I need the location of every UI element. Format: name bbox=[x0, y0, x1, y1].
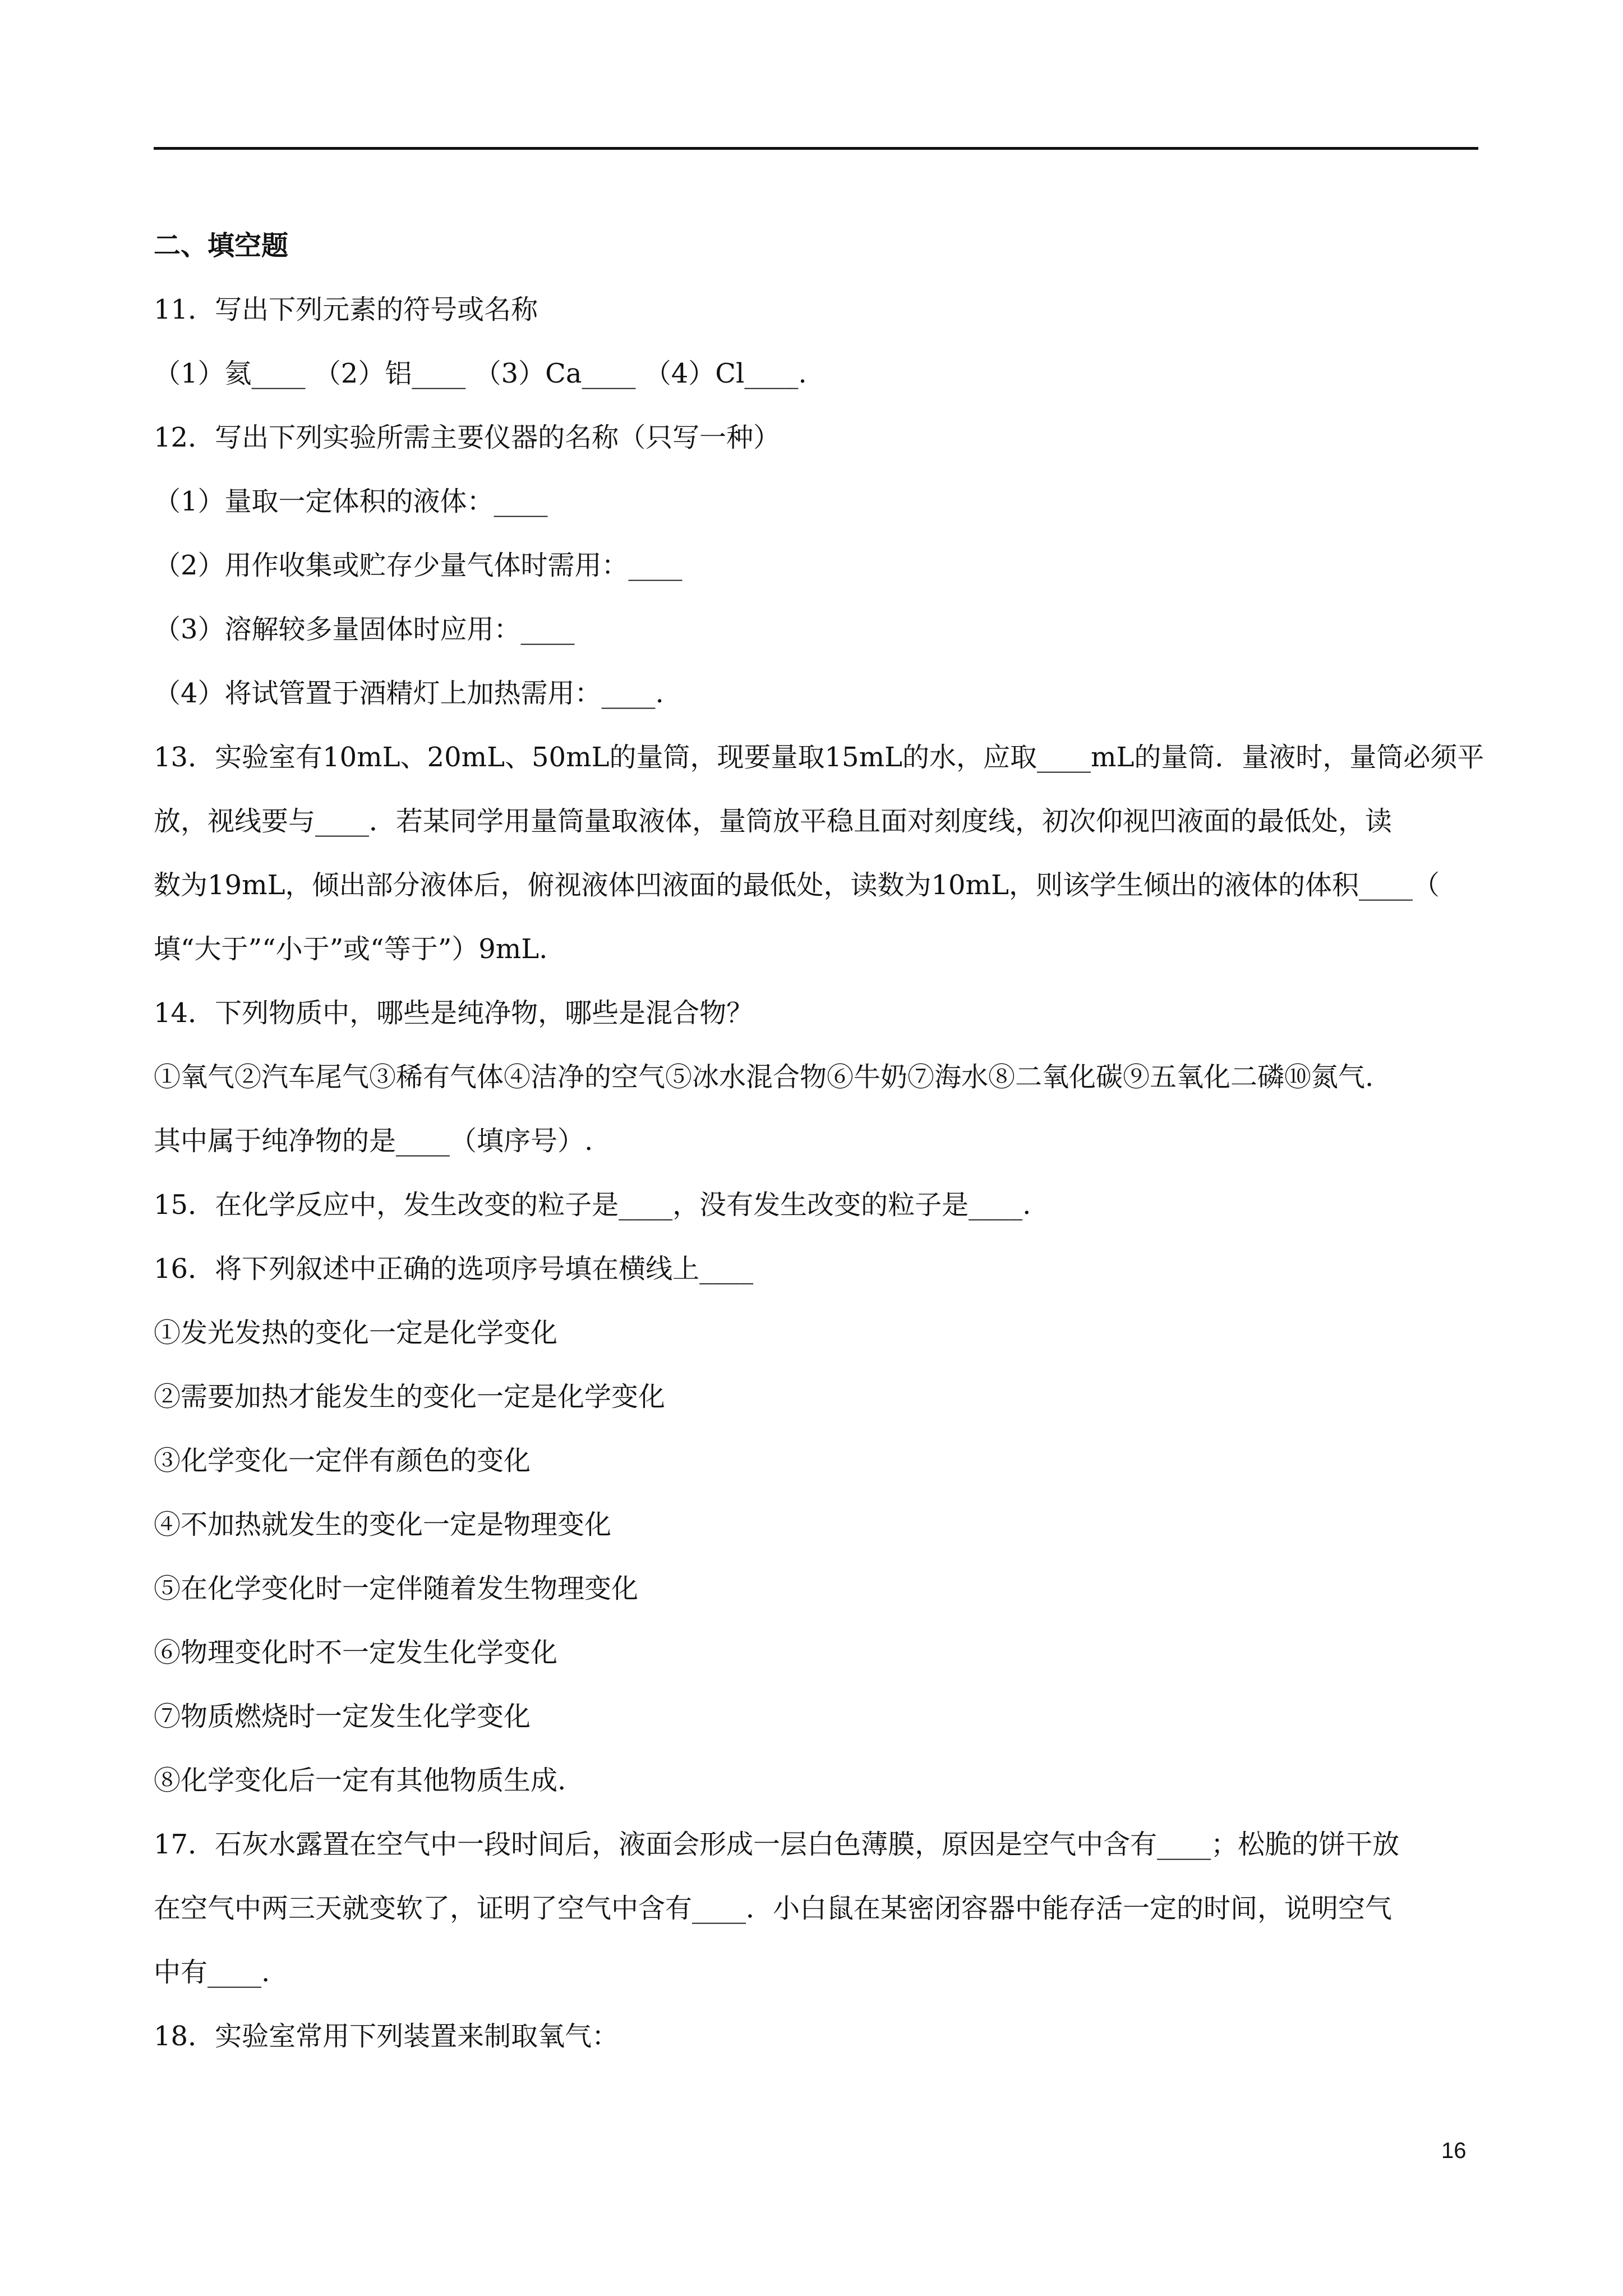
text-line: 17．石灰水露置在空气中一段时间后，液面会形成一层白色薄膜，原因是空气中含有____；松脆的饼干放 bbox=[154, 1829, 1400, 1860]
text-line: 18．实验室常用下列装置来制取氧气： bbox=[154, 2021, 619, 2052]
text-line: 13．实验室有10mL、20mL、50mL的量筒，现要量取15mL的水，应取____mL的量筒．量液时，量筒必须平 bbox=[154, 742, 1484, 773]
text-line: ②需要加热才能发生的变化一定是化学变化 bbox=[154, 1381, 666, 1412]
section-title: 二、填空题 bbox=[154, 230, 289, 261]
text-line: 在空气中两三天就变软了，证明了空气中含有____．小白鼠在某密闭容器中能存活一定的时间，说明空气 bbox=[154, 1893, 1393, 1924]
text-line: （4）将试管置于酒精灯上加热需用：____. bbox=[154, 678, 664, 709]
text-line: ①发光发热的变化一定是化学变化 bbox=[154, 1317, 558, 1349]
text-line: ⑦物质燃烧时一定发生化学变化 bbox=[154, 1701, 531, 1732]
text-line: ⑤在化学变化时一定伴随着发生物理变化 bbox=[154, 1573, 639, 1604]
text-line: 16．将下列叙述中正确的选项序号填在横线上____ bbox=[154, 1253, 754, 1285]
text-line: ④不加热就发生的变化一定是物理变化 bbox=[154, 1509, 612, 1540]
page-number: 16 bbox=[1441, 2138, 1467, 2163]
text-line: （1）氦____ （2）铝____ （3）Ca____ （4）Cl____. bbox=[154, 358, 807, 389]
text-line: ①氧气②汽车尾气③稀有气体④洁净的空气⑤冰水混合物⑥牛奶⑦海水⑧二氧化碳⑨五氧化二磷⑩氮气. bbox=[154, 1061, 1374, 1093]
text-line: （2）用作收集或贮存少量气体时需用：____ bbox=[154, 550, 683, 581]
text-line: 中有____. bbox=[154, 1957, 270, 1988]
text-line: ⑧化学变化后一定有其他物质生成. bbox=[154, 1765, 566, 1796]
text-line: 14．下列物质中，哪些是纯净物，哪些是混合物？ bbox=[154, 997, 754, 1029]
text-line: 数为19mL，倾出部分液体后，俯视液体凹液面的最低处，读数为10mL，则该学生倾出的液体的体积____（ bbox=[154, 869, 1440, 901]
text-line: ⑥物理变化时不一定发生化学变化 bbox=[154, 1637, 558, 1668]
text-line: （1）量取一定体积的液体：____ bbox=[154, 486, 548, 517]
text-line: ③化学变化一定伴有颜色的变化 bbox=[154, 1445, 531, 1476]
text-line: 填“大于”“小于”或“等于”）9mL. bbox=[154, 933, 548, 965]
text-line: 其中属于纯净物的是____（填序号）. bbox=[154, 1125, 593, 1157]
text-line: 15．在化学反应中，发生改变的粒子是____，没有发生改变的粒子是____. bbox=[154, 1189, 1031, 1221]
header-rule bbox=[154, 147, 1478, 150]
text-line: 放，视线要与____．若某同学用量筒量取液体，量筒放平稳且面对刻度线，初次仰视凹液面的最低处，读 bbox=[154, 806, 1393, 837]
text-line: 11．写出下列元素的符号或名称 bbox=[154, 294, 538, 325]
text-line: （3）溶解较多量固体时应用：____ bbox=[154, 614, 575, 645]
text-line: 12．写出下列实验所需主要仪器的名称（只写一种） bbox=[154, 422, 781, 453]
